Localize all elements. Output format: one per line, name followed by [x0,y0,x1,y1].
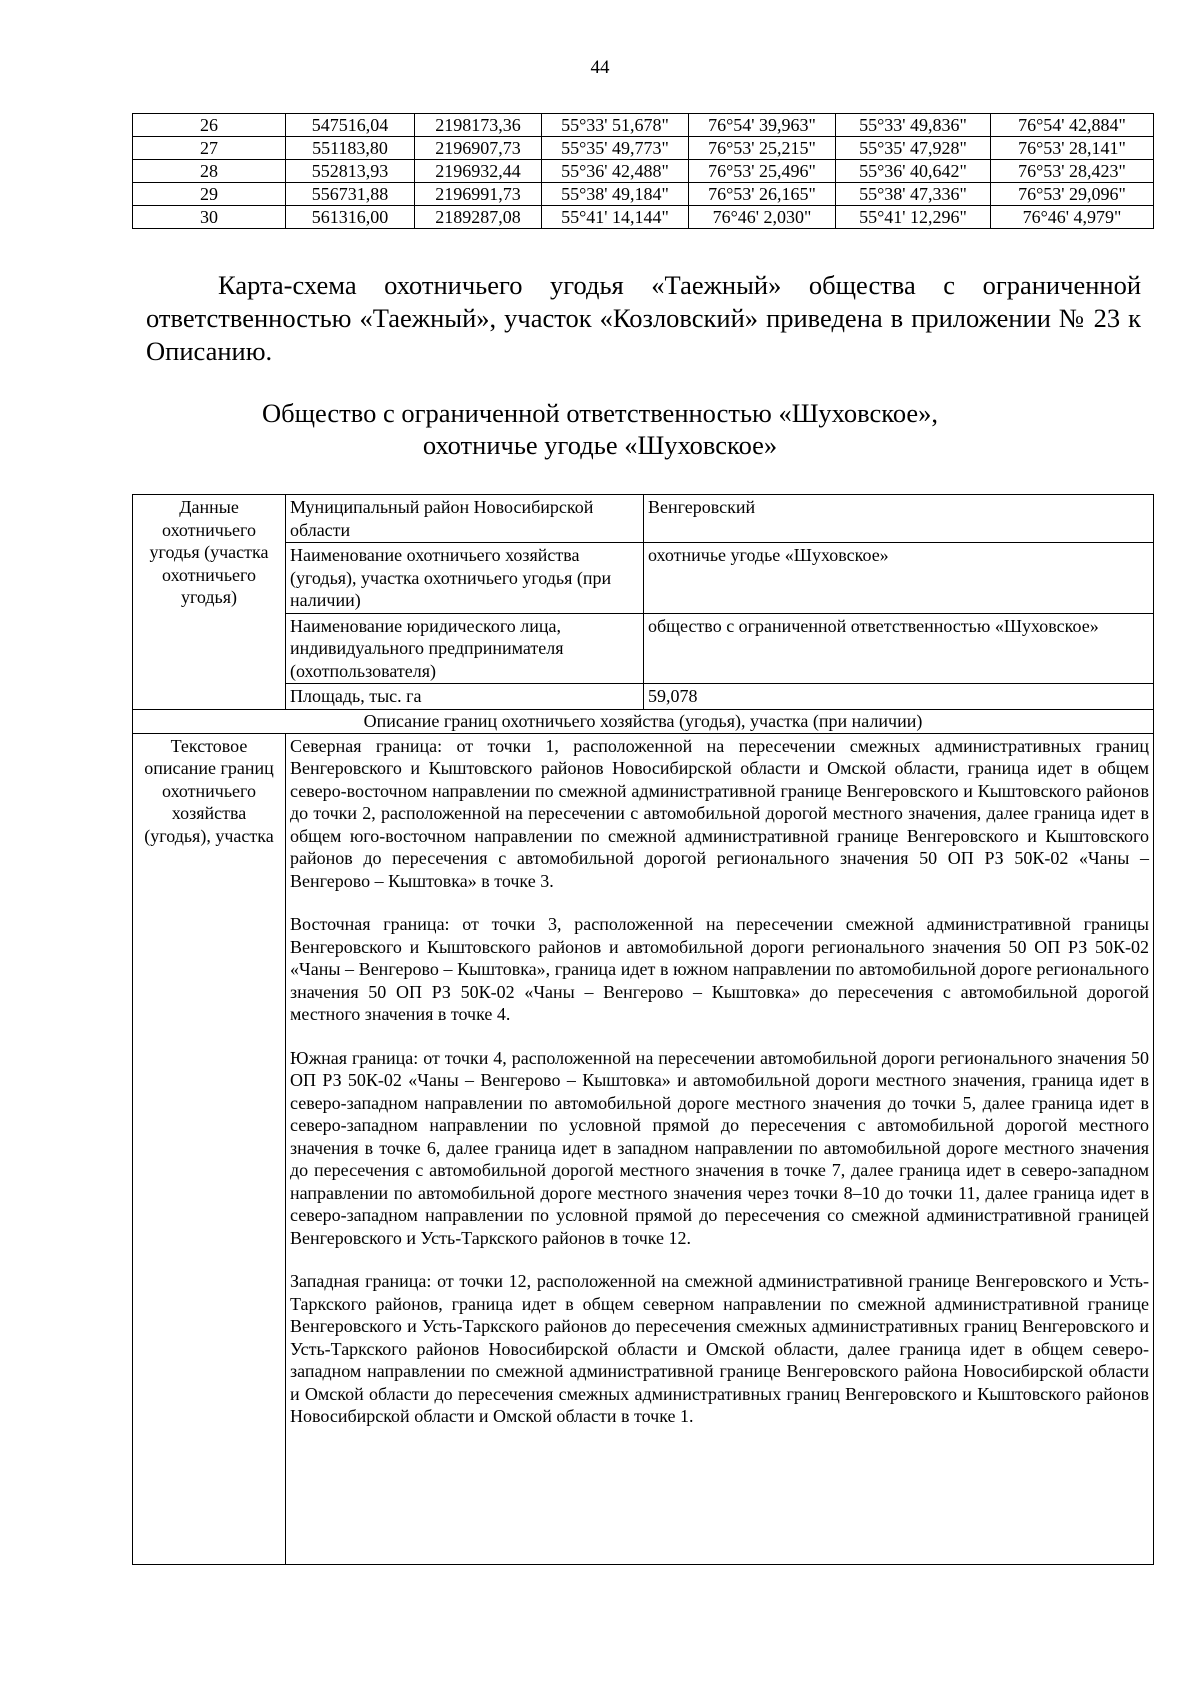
coordinates-row [133,183,1154,206]
coordinate-cell: 76°54' 39,963" [689,114,836,137]
coordinate-cell: 76°53' 28,423" [991,160,1154,183]
coordinate-cell: 2198173,36 [415,114,542,137]
coordinate-cell: 561316,00 [286,206,415,229]
field-label-district: Муниципальный район Новосибирской области [286,495,644,543]
coordinate-cell: 55°41' 12,296" [836,206,991,229]
section-heading-line2: охотничье угодье «Шуховское» [422,430,778,460]
page-number: 44 [590,57,610,78]
coordinate-cell: 55°35' 47,928" [836,137,991,160]
coordinate-cell: 55°33' 49,836" [836,114,991,137]
field-value-area: 59,078 [644,684,1154,710]
coordinates-table [132,113,1154,229]
coordinate-cell: 552813,93 [286,160,415,183]
text-description-label: Текстовое описание границ охотничьего хозяйства (угодья), участка [133,733,286,1565]
south-boundary: Южная граница: от точки 4, расположенной на пересечении автомобильной дороги регионального значения 50 ОП РЗ 50К-02 «Чаны – Венгерово – Кыштовка» и автомобильной дороги местного значения, граница идет в северо-западном направлении по автомобильной дороге местного значения до точки 5, далее граница идет в северо-западном направлении по условной прямой до пересечения с автомобильной дорогой местного значения в точке 6, далее граница идет в западном направлении по автомобильной дороге местного значения до пересечения с автомобильной дорогой местного значения в точке 7, далее граница идет в северо-западном направлении по автомобильной дороге местного значения через точки 8–10 до точки 11, далее граница идет в северо-западном направлении по условной прямой до пересечения со смежной административной границей Венгеровского и Усть-Таркского районов в точке 12. [290,1047,1149,1248]
section-heading-line1: Общество с ограниченной ответственностью «Шуховское», [261,398,939,428]
coordinate-cell: 2189287,08 [415,206,542,229]
north-boundary: Северная граница: от точки 1, расположенной на пересечении смежных административных границ Венгеровского и Кыштовского районов Новосибирской области и Омской области, граница идет в общем северо-восточном направлении по смежной административной границе Венгеровского и Кыштовского районов до точки 2, расположенной на пересечении с автомобильной дорогой местного значения, далее граница идет в общем юго-восточном направлении по смежной административной границе Венгеровского и Кыштовского районов до пересечения с автомобильной дорогой регионального значения 50 ОП РЗ 50К-02 «Чаны – Венгерово – Кыштовка» в точке 3. [290,735,1149,891]
coordinate-cell: 27 [133,137,286,160]
coordinate-cell: 30 [133,206,286,229]
field-label-legal-entity: Наименование юридического лица, индивидуального предпринимателя (охотпользователя) [286,613,644,684]
coordinates-row [133,206,1154,229]
coordinate-cell: 55°38' 47,336" [836,183,991,206]
map-caption [146,269,1141,368]
hunting-ground-table [132,494,1154,1565]
boundary-description [286,733,1154,1565]
coordinates-row [133,160,1154,183]
map-caption-text: Карта-схема охотничьего угодья «Таежный» общества с ограниченной ответственностью «Таежный», участок «Козловский» приведена в приложении № 23 к Описанию. [146,270,1141,366]
coordinate-cell: 2196991,73 [415,183,542,206]
west-boundary: Западная граница: от точки 12, расположенной на смежной административной границе Венгеровского и Усть-Таркского районов, граница идет в общем северном направлении по смежной административной границе Венгеровского и Усть-Таркского районов до пересечения смежных административных границ Венгеровского и Усть-Таркского районов Новосибирской области и Омской области, далее граница идет в общем северо-западном направлении по смежной административной границе Венгеровского района Новосибирской области и Омской области до пересечения смежных административных границ Венгеровского и Кыштовского районов Новосибирской области и Омской области в точке 1. [290,1271,1149,1426]
coordinate-cell: 76°53' 29,096" [991,183,1154,206]
coordinate-cell: 55°36' 42,488" [542,160,689,183]
coordinate-cell: 76°53' 25,496" [689,160,836,183]
section-heading [0,397,1200,461]
coordinate-cell: 556731,88 [286,183,415,206]
coordinate-cell: 76°53' 25,215" [689,137,836,160]
coordinate-cell: 29 [133,183,286,206]
coordinate-cell: 55°36' 40,642" [836,160,991,183]
coordinate-cell: 55°35' 49,773" [542,137,689,160]
coordinate-cell: 55°33' 51,678" [542,114,689,137]
boundaries-header: Описание границ охотничьего хозяйства (угодья), участка (при наличии) [133,709,1154,733]
coordinate-cell: 76°54' 42,884" [991,114,1154,137]
coordinate-cell: 76°46' 2,030" [689,206,836,229]
field-label-ground-name: Наименование охотничьего хозяйства (угодья), участка охотничьего угодья (при наличии) [286,543,644,614]
data-label-cell: Данные охотничьего угодья (участка охотничьего угодья) [133,495,286,710]
coordinates-row [133,114,1154,137]
field-value-ground-name: охотничье угодье «Шуховское» [644,543,1154,614]
coordinate-cell: 2196907,73 [415,137,542,160]
field-value-district: Венгеровский [644,495,1154,543]
coordinate-cell: 2196932,44 [415,160,542,183]
coordinate-cell: 547516,04 [286,114,415,137]
field-value-legal-entity: общество с ограниченной ответственностью «Шуховское» [644,613,1154,684]
coordinate-cell: 55°38' 49,184" [542,183,689,206]
coordinate-cell: 28 [133,160,286,183]
east-boundary: Восточная граница: от точки 3, расположенной на пересечении смежной административной границы Венгеровского и Кыштовского районов и автомобильной дороги регионального значения 50 ОП РЗ 50К-02 «Чаны – Венгерово – Кыштовка», граница идет в южном направлении по автомобильной дороге регионального значения 50 ОП РЗ 50К-02 «Чаны – Венгерово – Кыштовка» до пересечения с автомобильной дорогой местного значения в точке 4. [290,914,1149,1024]
coordinate-cell: 551183,80 [286,137,415,160]
coordinates-row [133,137,1154,160]
field-label-area: Площадь, тыс. га [286,684,644,710]
coordinate-cell: 26 [133,114,286,137]
coordinate-cell: 76°53' 28,141" [991,137,1154,160]
coordinate-cell: 55°41' 14,144" [542,206,689,229]
coordinate-cell: 76°53' 26,165" [689,183,836,206]
coordinate-cell: 76°46' 4,979" [991,206,1154,229]
